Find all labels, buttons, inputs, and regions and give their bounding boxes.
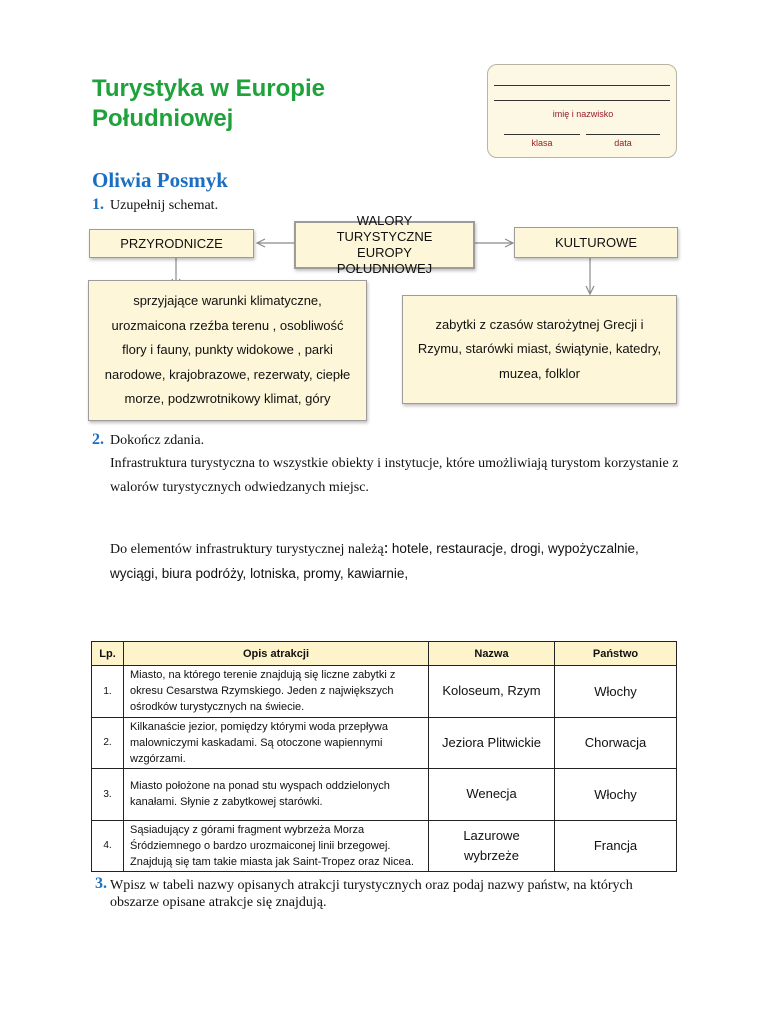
q3-instruction: Wpisz w tabeli nazwy opisanych atrakcji turystycznych oraz podaj nazwy państw, na których obszarze opisane atrakcje się znajdują. bbox=[110, 878, 633, 910]
table-row bbox=[92, 717, 677, 769]
name-label: imię i nazwisko bbox=[552, 109, 614, 119]
q1-number: 1. bbox=[92, 196, 104, 213]
q2-sentence1: Infrastruktura turystyczna to wszystkie obiekty i instytucje, które umożliwiają turystom korzystanie z walorów turystycznych odwiedzanych miejsc. bbox=[110, 456, 679, 495]
table-row bbox=[92, 666, 677, 718]
row-opis: Miasto położone na ponad stu wyspach oddzielonych kanałami. Słynie z zabytkowej starówki. bbox=[124, 769, 429, 821]
q2-sentence2 bbox=[110, 536, 670, 587]
header-panstwo: Państwo bbox=[555, 642, 677, 666]
q2-sentence2-colon: : bbox=[383, 538, 389, 557]
class-label: klasa bbox=[531, 138, 553, 148]
row-lp: 1. bbox=[92, 666, 124, 718]
table-header-row bbox=[92, 642, 677, 666]
row-panstwo: Włochy bbox=[555, 666, 677, 718]
row-panstwo: Francja bbox=[555, 820, 677, 872]
row-opis: Kilkanaście jezior, pomiędzy którymi woda przepływa malowniczymi kaskadami. Są otoczone wapiennymi wzgórzami. bbox=[124, 717, 429, 769]
schema-right-head: KULTUROWE bbox=[514, 227, 678, 258]
q2-instruction: Dokończ zdania. bbox=[110, 433, 205, 448]
schema-center: WALORY TURYSTYCZNE EUROPY POŁUDNIOWEJ bbox=[294, 221, 475, 269]
row-nazwa: Lazurowe wybrzeże bbox=[429, 820, 555, 872]
q3-number: 3. bbox=[95, 875, 107, 892]
row-opis: Sąsiadujący z górami fragment wybrzeża Morza Śródziemnego o bardzo urozmaiconej linii brzegowej. Znajdują się tam takie miasta jak Saint-Tropez oraz Nicea. bbox=[124, 820, 429, 872]
table-row bbox=[92, 769, 677, 821]
table-row bbox=[92, 820, 677, 872]
schema-left-content: sprzyjające warunki klimatyczne, urozmaicona rzeźba terenu , osobliwość flory i fauny, punkty widokowe , parki narodowe, krajobrazowe, rezerwaty, ciepłe morze, podzwrotnikowy klimat, góry bbox=[88, 280, 367, 421]
row-lp: 2. bbox=[92, 717, 124, 769]
row-nazwa: Wenecja bbox=[429, 769, 555, 821]
header-nazwa: Nazwa bbox=[429, 642, 555, 666]
row-panstwo: Chorwacja bbox=[555, 717, 677, 769]
header-lp: Lp. bbox=[92, 642, 124, 666]
row-nazwa: Koloseum, Rzym bbox=[429, 666, 555, 718]
q2-sentence2-answer: hotele, restauracje, drogi, wypożyczalnie, wyciągi, biura podróży, lotniska, promy, kawiarnie, bbox=[110, 541, 639, 581]
row-lp: 3. bbox=[92, 769, 124, 821]
row-opis: Miasto, na którego terenie znajdują się liczne zabytki z okresu Cesarstwa Rzymskiego. Jeden z największych ośrodków turystycznych na świecie. bbox=[124, 666, 429, 718]
attractions-table bbox=[91, 641, 677, 872]
q1-instruction: Uzupełnij schemat. bbox=[110, 198, 219, 213]
schema-right-content: zabytki z czasów starożytnej Grecji i Rzymu, starówki miast, świątynie, katedry, muzea, folklor bbox=[402, 295, 677, 404]
row-lp: 4. bbox=[92, 820, 124, 872]
author-name: Oliwia Posmyk bbox=[92, 168, 228, 192]
header-opis: Opis atrakcji bbox=[124, 642, 429, 666]
row-nazwa: Jeziora Plitwickie bbox=[429, 717, 555, 769]
page-title: Turystyka w Europie Południowej bbox=[92, 75, 325, 132]
q2-number: 2. bbox=[92, 431, 104, 448]
date-label: data bbox=[614, 138, 632, 148]
schema-left-head: PRZYRODNICZE bbox=[89, 229, 254, 258]
q2-sentence2-prefix: Do elementów infrastruktury turystycznej należą bbox=[110, 542, 384, 557]
row-panstwo: Włochy bbox=[555, 769, 677, 821]
